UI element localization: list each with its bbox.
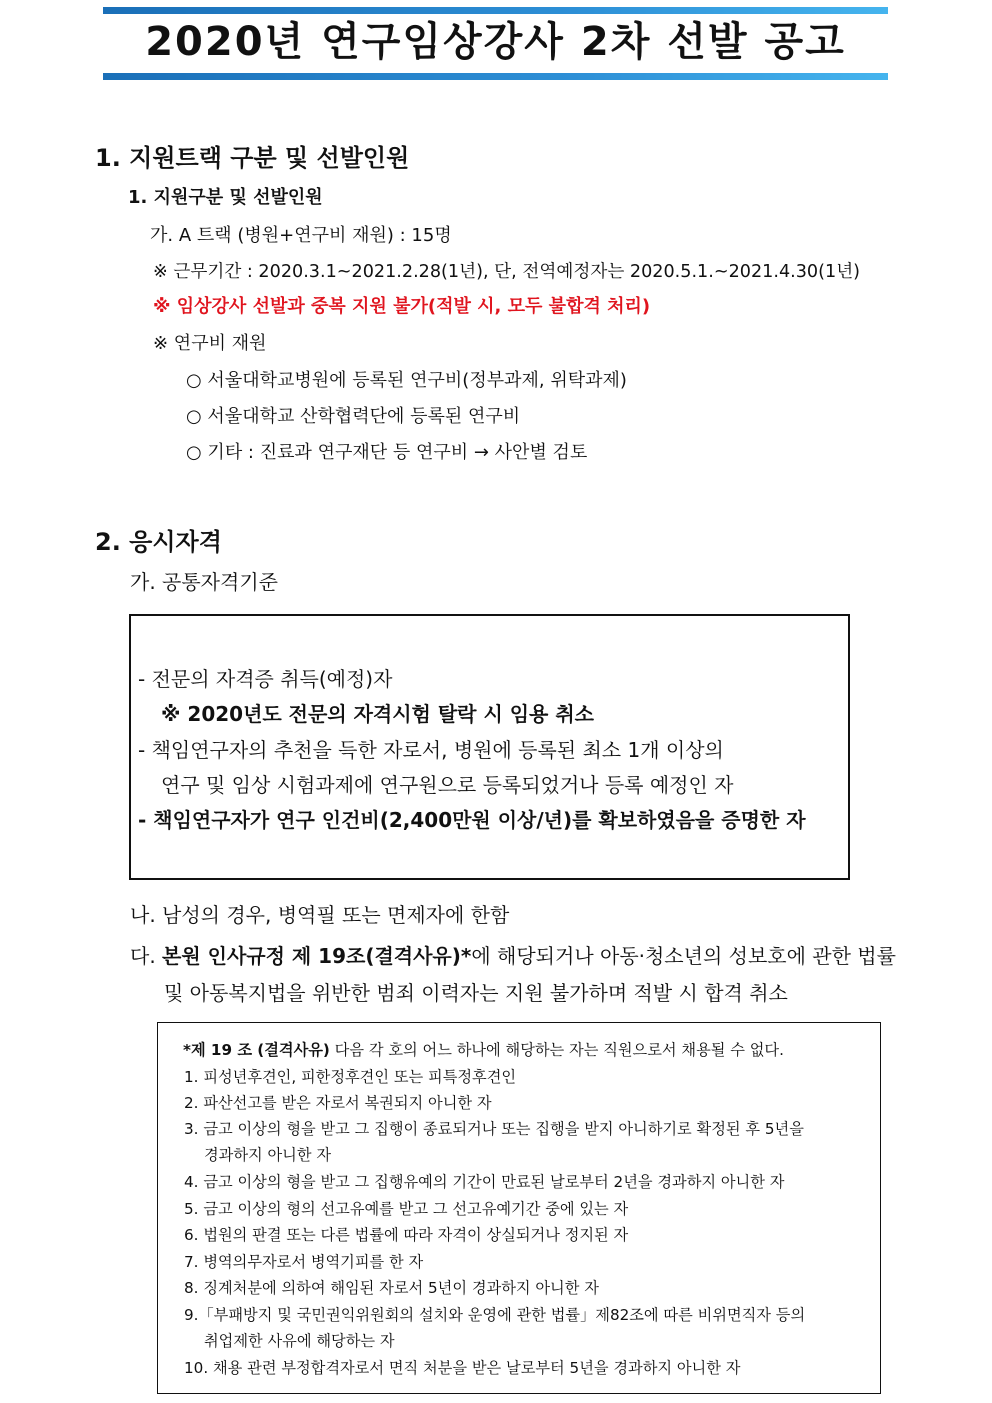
article-item-8: 8. 징계처분에 의하여 해임된 자로서 5년이 경과하지 아니한 자 — [184, 1279, 599, 1297]
disqualification-prefix: 다. — [130, 944, 163, 968]
fund-item-3: ○ 기타 : 진료과 연구재단 등 연구비 → 사안별 검토 — [186, 442, 588, 463]
criteria-line-4: 연구 및 임상 시험과제에 연구원으로 등록되었거나 등록 예정인 자 — [161, 773, 734, 797]
article-item-1: 1. 피성년후견인, 피한정후견인 또는 피특정후견인 — [184, 1068, 517, 1086]
fund-item-2: ○ 서울대학교 산학협력단에 등록된 연구비 — [186, 406, 521, 427]
section-1-subheading: 1. 지원구분 및 선발인원 — [128, 187, 323, 208]
article-item-9-cont: 취업제한 사유에 해당하는 자 — [204, 1332, 395, 1350]
article-item-3-cont: 경과하지 아니한 자 — [204, 1146, 332, 1164]
criteria-line-1: - 전문의 자격증 취득(예정)자 — [138, 667, 393, 691]
title-top-rule — [103, 7, 888, 14]
a-track-line: 가. A 트랙 (병원+연구비 재원) : 15명 — [150, 225, 452, 246]
no-duplicate-note: ※ 임상강사 선발과 중복 지원 불가(적발 시, 모두 불합격 처리) — [153, 296, 651, 317]
disqualification-rule-ref: 본원 인사규정 제 19조(결격사유)* — [162, 944, 472, 968]
criteria-line-2: ※ 2020년도 전문의 자격시험 탈락 시 임용 취소 — [161, 702, 594, 726]
article-item-2: 2. 파산선고를 받은 자로서 복권되지 아니한 자 — [184, 1094, 492, 1112]
article-19-title: *제 19 조 (결격사유) — [183, 1041, 330, 1059]
criteria-line-5: - 책임연구자가 연구 인건비(2,400만원 이상/년)를 확보하였음을 증명한 자 — [138, 808, 806, 832]
military-requirement: 나. 남성의 경우, 병역필 또는 면제자에 한함 — [130, 903, 510, 927]
fund-source-title: ※ 연구비 재원 — [153, 333, 267, 354]
article-item-4: 4. 금고 이상의 형을 받고 그 집행유예의 기간이 만료된 날로부터 2년을 경과하지 아니한 자 — [184, 1173, 785, 1191]
criteria-line-3: - 책임연구자의 추천을 득한 자로서, 병원에 등록된 최소 1개 이상의 — [138, 738, 724, 762]
section-1-heading: 1. 지원트랙 구분 및 선발인원 — [95, 144, 410, 172]
article-item-7: 7. 병역의무자로서 병역기피를 한 자 — [184, 1253, 424, 1271]
page-title: 2020년 연구임상강사 2차 선발 공고 — [145, 19, 846, 65]
section-2-heading: 2. 응시자격 — [95, 528, 222, 556]
article-19-lead: 다음 각 호의 어느 하나에 해당하는 자는 직원으로서 채용될 수 없다. — [329, 1041, 784, 1059]
article-item-3: 3. 금고 이상의 형을 받고 그 집행이 종료되거나 또는 집행을 받지 아니하기로 확정된 후 5년을 — [184, 1120, 804, 1138]
fund-item-1: ○ 서울대학교병원에 등록된 연구비(정부과제, 위탁과제) — [186, 370, 627, 391]
work-period-note: ※ 근무기간 : 2020.3.1~2021.2.28(1년), 단, 전역예정자는 2020.5.1.~2021.4.30(1년) — [153, 262, 861, 282]
disqualification-line-2: 및 아동복지법을 위반한 범죄 이력자는 지원 불가하며 적발 시 합격 취소 — [164, 981, 788, 1005]
disqualification-line-1 — [130, 940, 896, 969]
article-item-6: 6. 법원의 판결 또는 다른 법률에 따라 자격이 상실되거나 정지된 자 — [184, 1226, 629, 1244]
common-criteria-label: 가. 공통자격기준 — [130, 570, 278, 594]
article-item-5: 5. 금고 이상의 형의 선고유예를 받고 그 선고유예기간 중에 있는 자 — [184, 1200, 629, 1218]
article-item-10: 10. 채용 관련 부정합격자로서 면직 처분을 받은 날로부터 5년을 경과하지 아니한 자 — [184, 1359, 741, 1377]
title-bottom-rule — [103, 73, 888, 80]
article-item-9: 9.「부패방지 및 국민권익위원회의 설치와 운영에 관한 법률」제82조에 따른 비위면직자 등의 — [184, 1306, 806, 1324]
article-19-heading — [183, 1039, 784, 1060]
disqualification-text: 에 해당되거나 아동·청소년의 성보호에 관한 법률 — [471, 944, 896, 968]
